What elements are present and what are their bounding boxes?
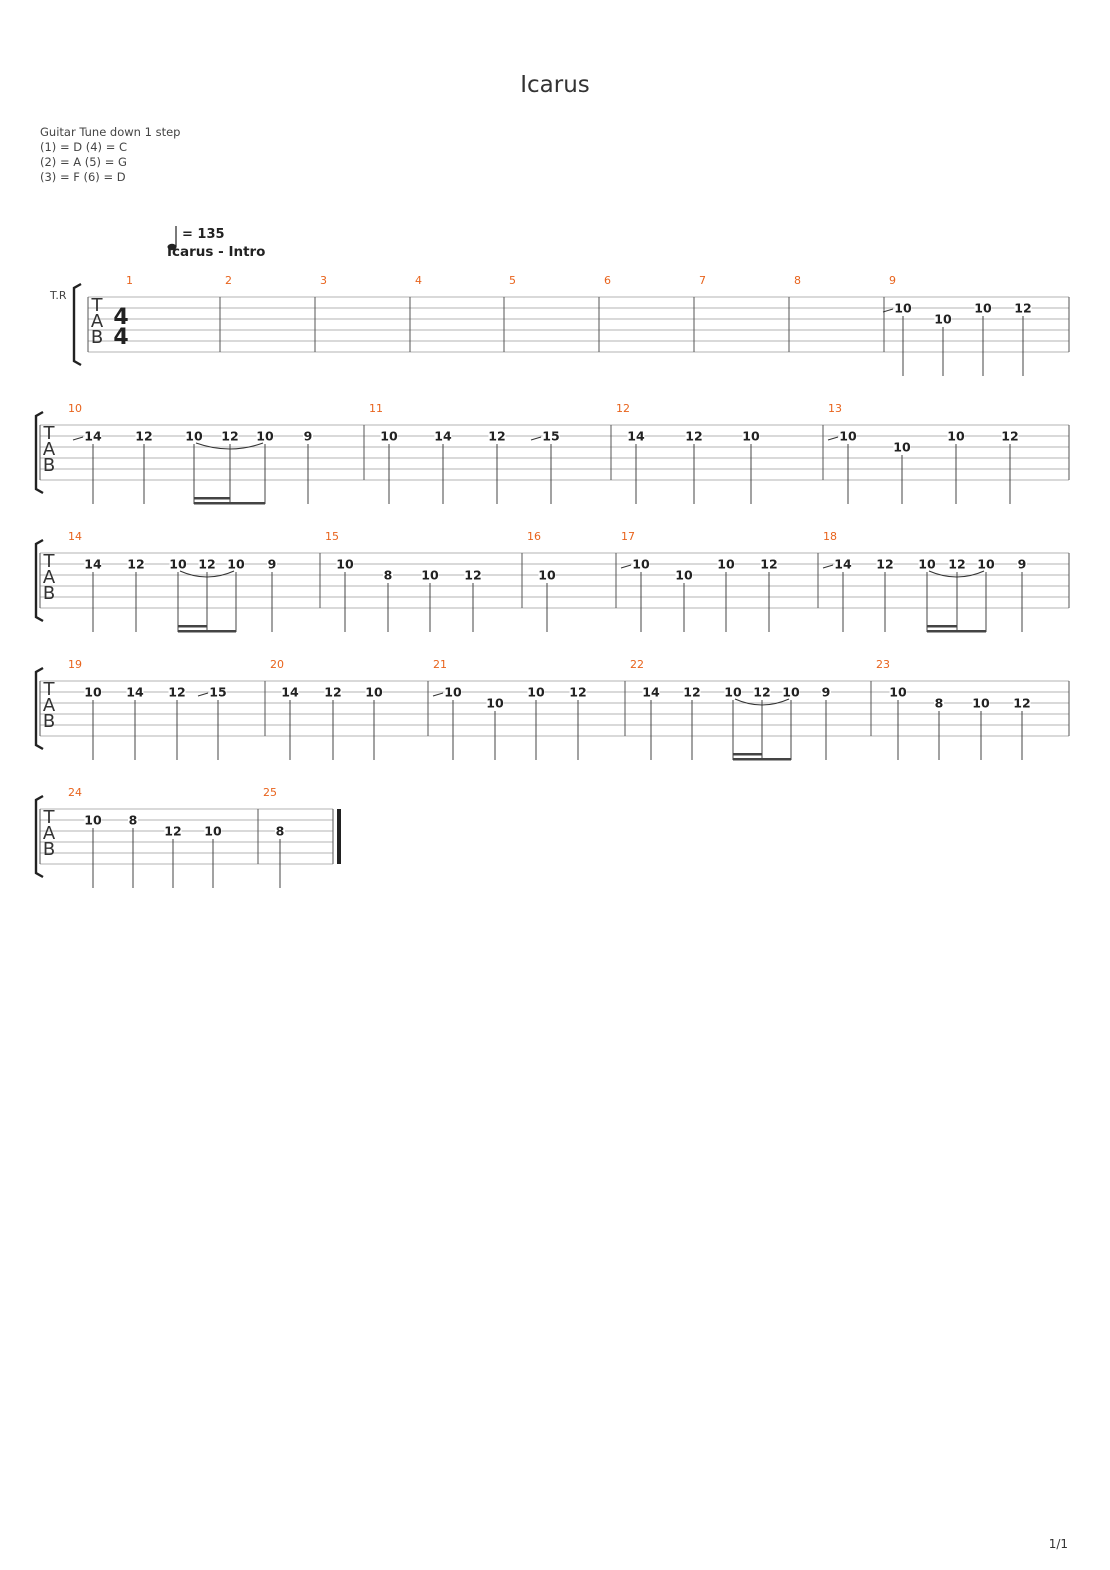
measure-number: 8 (794, 274, 801, 287)
fret-number: 10 (972, 695, 990, 711)
fret-number: 12 (488, 428, 506, 444)
tab-clef-letter: T (43, 551, 55, 572)
fret-number: 10 (893, 439, 911, 455)
fret-number: 12 (1001, 428, 1019, 444)
fret-number: 10 (169, 556, 187, 572)
time-signature-denominator: 4 (113, 325, 129, 350)
fret-number: 9 (267, 556, 277, 572)
tab-clef-letter: B (90, 327, 104, 348)
fret-number: 8 (383, 567, 393, 583)
fret-number: 10 (724, 684, 742, 700)
measure-number: 1 (126, 274, 133, 287)
fret-number: 12 (753, 684, 771, 700)
fret-number: 10 (444, 684, 462, 700)
tab-clef-letter: B (42, 711, 56, 732)
fret-number: 10 (675, 567, 693, 583)
fret-number: 12 (464, 567, 482, 583)
fret-number: 10 (185, 428, 203, 444)
tempo-marking (167, 226, 265, 260)
fret-number: 9 (821, 684, 831, 700)
tab-system (36, 530, 1069, 633)
measure-number: 16 (527, 530, 541, 543)
fret-number: 8 (128, 812, 138, 828)
fret-number: 12 (876, 556, 894, 572)
fret-number: 10 (742, 428, 760, 444)
measure-number: 4 (415, 274, 422, 287)
fret-number: 12 (168, 684, 186, 700)
measure-number: 6 (604, 274, 611, 287)
fret-number: 10 (486, 695, 504, 711)
slide-in-mark (621, 565, 631, 568)
fret-number: 10 (894, 300, 912, 316)
tab-clef-letter: A (42, 695, 56, 716)
measure-number: 11 (369, 402, 383, 415)
fret-number: 12 (324, 684, 342, 700)
fret-number: 12 (221, 428, 239, 444)
slide-in-mark (531, 437, 541, 440)
tuning-line: (2) = A (5) = G (40, 155, 127, 169)
tab-system (74, 274, 1069, 376)
measure-number: 2 (225, 274, 232, 287)
beam-primary (927, 630, 986, 633)
fret-number: 12 (685, 428, 703, 444)
measure-number: 22 (630, 658, 644, 671)
fret-number: 10 (84, 812, 102, 828)
fret-number: 10 (632, 556, 650, 572)
tab-clef-letter: A (42, 439, 56, 460)
fret-number: 12 (1014, 300, 1032, 316)
fret-number: 14 (281, 684, 299, 700)
measure-number: 15 (325, 530, 339, 543)
measure-number: 25 (263, 786, 277, 799)
fret-number: 10 (934, 311, 952, 327)
fret-number: 12 (569, 684, 587, 700)
measure-number: 7 (699, 274, 706, 287)
fret-number: 14 (627, 428, 645, 444)
fret-number: 15 (542, 428, 560, 444)
fret-number: 10 (839, 428, 857, 444)
measure-number: 13 (828, 402, 842, 415)
fret-number: 10 (227, 556, 245, 572)
fret-number: 10 (782, 684, 800, 700)
measure-number: 21 (433, 658, 447, 671)
beam-primary (178, 630, 236, 633)
section-title: Icarus - Intro (167, 244, 266, 260)
tuning-header: Guitar Tune down 1 step (40, 125, 181, 139)
fret-number: 10 (538, 567, 556, 583)
beam-secondary (194, 497, 230, 500)
fret-number: 14 (84, 428, 102, 444)
tab-clef-letter: B (42, 839, 56, 860)
fret-number: 12 (760, 556, 778, 572)
fret-number: 14 (84, 556, 102, 572)
fret-number: 8 (275, 823, 285, 839)
track-label: T.R (50, 289, 67, 302)
fret-number: 10 (84, 684, 102, 700)
measure-number: 18 (823, 530, 837, 543)
measure-number: 14 (68, 530, 82, 543)
fret-number: 14 (642, 684, 660, 700)
slide-in-mark (823, 565, 833, 568)
slide-in-mark (433, 693, 443, 696)
slide-in-mark (828, 437, 838, 440)
tab-clef-letter: T (91, 295, 103, 316)
page-number: 1/1 (1048, 1537, 1068, 1551)
fret-number: 10 (365, 684, 383, 700)
fret-number: 10 (421, 567, 439, 583)
fret-number: 10 (204, 823, 222, 839)
fret-number: 9 (303, 428, 313, 444)
slide-in-mark (198, 693, 208, 696)
fret-number: 10 (336, 556, 354, 572)
fret-number: 9 (1017, 556, 1027, 572)
fret-number: 15 (209, 684, 227, 700)
fret-number: 10 (889, 684, 907, 700)
tab-clef-letter: A (42, 823, 56, 844)
fret-number: 12 (683, 684, 701, 700)
fret-number: 12 (948, 556, 966, 572)
tab-system (36, 658, 1069, 761)
tuning-line: (3) = F (6) = D (40, 170, 126, 184)
measure-number: 3 (320, 274, 327, 287)
tab-clef-letter: A (42, 567, 56, 588)
tab-system (36, 786, 341, 888)
beam-primary (194, 502, 265, 505)
measure-number: 5 (509, 274, 516, 287)
measure-number: 12 (616, 402, 630, 415)
fret-number: 12 (135, 428, 153, 444)
measure-number: 20 (270, 658, 284, 671)
system-bracket (74, 284, 81, 365)
tempo-text: = 135 (182, 227, 225, 242)
systems (36, 274, 1069, 888)
measure-number: 24 (68, 786, 82, 799)
measure-number: 17 (621, 530, 635, 543)
measure-number: 9 (889, 274, 896, 287)
fret-number: 10 (977, 556, 995, 572)
fret-number: 12 (198, 556, 216, 572)
beam-primary (733, 758, 791, 761)
song-title: Icarus (520, 72, 590, 98)
measure-number: 23 (876, 658, 890, 671)
fret-number: 10 (527, 684, 545, 700)
beam-secondary (178, 625, 207, 628)
fret-number: 12 (127, 556, 145, 572)
tuning-line: (1) = D (4) = C (40, 140, 128, 154)
tab-clef-letter: B (42, 455, 56, 476)
measure-number: 19 (68, 658, 82, 671)
fret-number: 14 (434, 428, 452, 444)
slide-in-mark (73, 437, 83, 440)
time-signature-numerator: 4 (113, 305, 129, 330)
beam-secondary (927, 625, 957, 628)
fret-number: 10 (974, 300, 992, 316)
tab-clef-letter: T (43, 807, 55, 828)
fret-number: 10 (717, 556, 735, 572)
measure-number: 10 (68, 402, 82, 415)
tab-clef-letter: T (43, 423, 55, 444)
fret-number: 10 (918, 556, 936, 572)
tab-clef-letter: A (90, 311, 104, 332)
tab-clef-letter: B (42, 583, 56, 604)
beam-secondary (733, 753, 762, 756)
tab-clef-letter: T (43, 679, 55, 700)
fret-number: 12 (1013, 695, 1031, 711)
final-thick-barline (337, 809, 341, 864)
fret-number: 8 (934, 695, 944, 711)
fret-number: 14 (834, 556, 852, 572)
fret-number: 10 (380, 428, 398, 444)
fret-number: 10 (947, 428, 965, 444)
tab-system (36, 402, 1069, 505)
fret-number: 12 (164, 823, 182, 839)
fret-number: 10 (256, 428, 274, 444)
fret-number: 14 (126, 684, 144, 700)
